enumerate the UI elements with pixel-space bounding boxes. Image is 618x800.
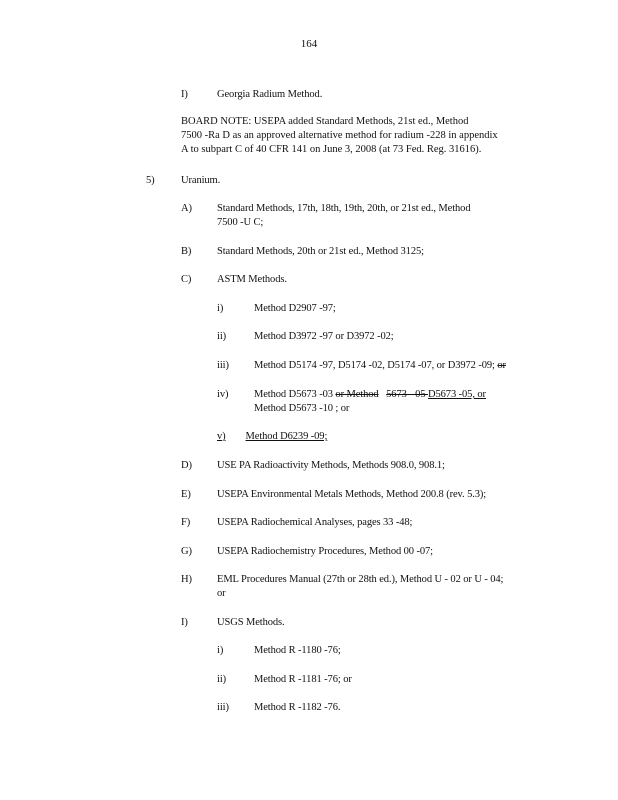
board-note-line-1: BOARD NOTE: USEPA added Standard Methods, 21st ed., Method	[181, 116, 469, 127]
subitem-text-line	[254, 359, 506, 373]
subitem-label: ii)	[217, 674, 227, 685]
item-label: A)	[181, 203, 192, 214]
item-text: USGS Methods.	[217, 617, 285, 628]
item-label: F)	[181, 517, 191, 528]
subitem-label: ii)	[217, 331, 227, 342]
subitem-text: Method D6239 -09;	[245, 431, 328, 442]
subitem-label: iii)	[217, 702, 229, 713]
deleted-text: or Method	[335, 389, 379, 400]
subitem-label: iii)	[217, 360, 229, 371]
deleted-text: or	[497, 360, 506, 371]
board-note-line-2: 7500 -Ra D as an approved alternative method for radium -228 in appendix	[181, 130, 498, 141]
item-label: D)	[181, 460, 192, 471]
item-text: Standard Methods, 20th or 21st ed., Method 3125;	[217, 246, 424, 257]
item-label: B)	[181, 246, 192, 257]
item-text: 7500 -U C;	[217, 217, 264, 228]
board-note	[181, 115, 541, 157]
inserted-text: D5673 -05, or	[428, 389, 486, 400]
item-label: H)	[181, 574, 192, 585]
item-label: C)	[181, 274, 192, 285]
item-text: Standard Methods, 17th, 18th, 19th, 20th, or 21st ed., Method	[217, 203, 471, 214]
subitem-text-line	[254, 388, 486, 402]
inserted-subitem	[217, 430, 347, 444]
item-label-georgia: I)	[181, 89, 188, 100]
item-label: G)	[181, 546, 192, 557]
subitem-text: Method R -1181 -76; or	[254, 674, 352, 685]
subitem-text: Method D3972 -97 or D3972 -02;	[254, 331, 394, 342]
deleted-text: 5673 - 05	[386, 389, 429, 400]
subitem-text: Method R -1182 -76.	[254, 702, 341, 713]
board-note-line-3: A to subpart C of 40 CFR 141 on June 3, 2008 (at 73 Fed. Reg. 31616).	[181, 144, 482, 155]
item-text: USEPA Radiochemistry Procedures, Method 00 -07;	[217, 546, 433, 557]
item-text-georgia: Georgia Radium Method.	[217, 89, 323, 100]
section-title-uranium: Uranium.	[181, 175, 221, 186]
item-text: USE PA Radioactivity Methods, Methods 908.0, 908.1;	[217, 460, 445, 471]
subitem-text: Method D5673 -03	[254, 389, 336, 400]
item-label: I)	[181, 617, 188, 628]
spacing	[379, 389, 387, 400]
subitem-label: i)	[217, 645, 224, 656]
item-text: ASTM Methods.	[217, 274, 287, 285]
item-text: or	[217, 588, 226, 599]
section-label-uranium: 5)	[146, 175, 155, 186]
subitem-label: iv)	[217, 389, 229, 400]
subitem-text: Method D2907 -97;	[254, 303, 336, 314]
subitem-text: Method D5673 -10 ; or	[254, 403, 350, 414]
subitem-label: v)	[217, 431, 226, 442]
item-text: USEPA Environmental Metals Methods, Method 200.8 (rev. 5.3);	[217, 489, 487, 500]
subitem-text: Method R -1180 -76;	[254, 645, 341, 656]
subitem-label: i)	[217, 303, 224, 314]
page-number: 164	[300, 38, 318, 50]
subitem-text: Method D5174 -97, D5174 -02, D5174 -07, or D3972 -09;	[254, 360, 495, 371]
item-text: USEPA Radiochemical Analyses, pages 33 -48;	[217, 517, 413, 528]
item-label: E)	[181, 489, 191, 500]
item-text: EML Procedures Manual (27th or 28th ed.), Method U - 02 or U - 04;	[217, 574, 504, 585]
